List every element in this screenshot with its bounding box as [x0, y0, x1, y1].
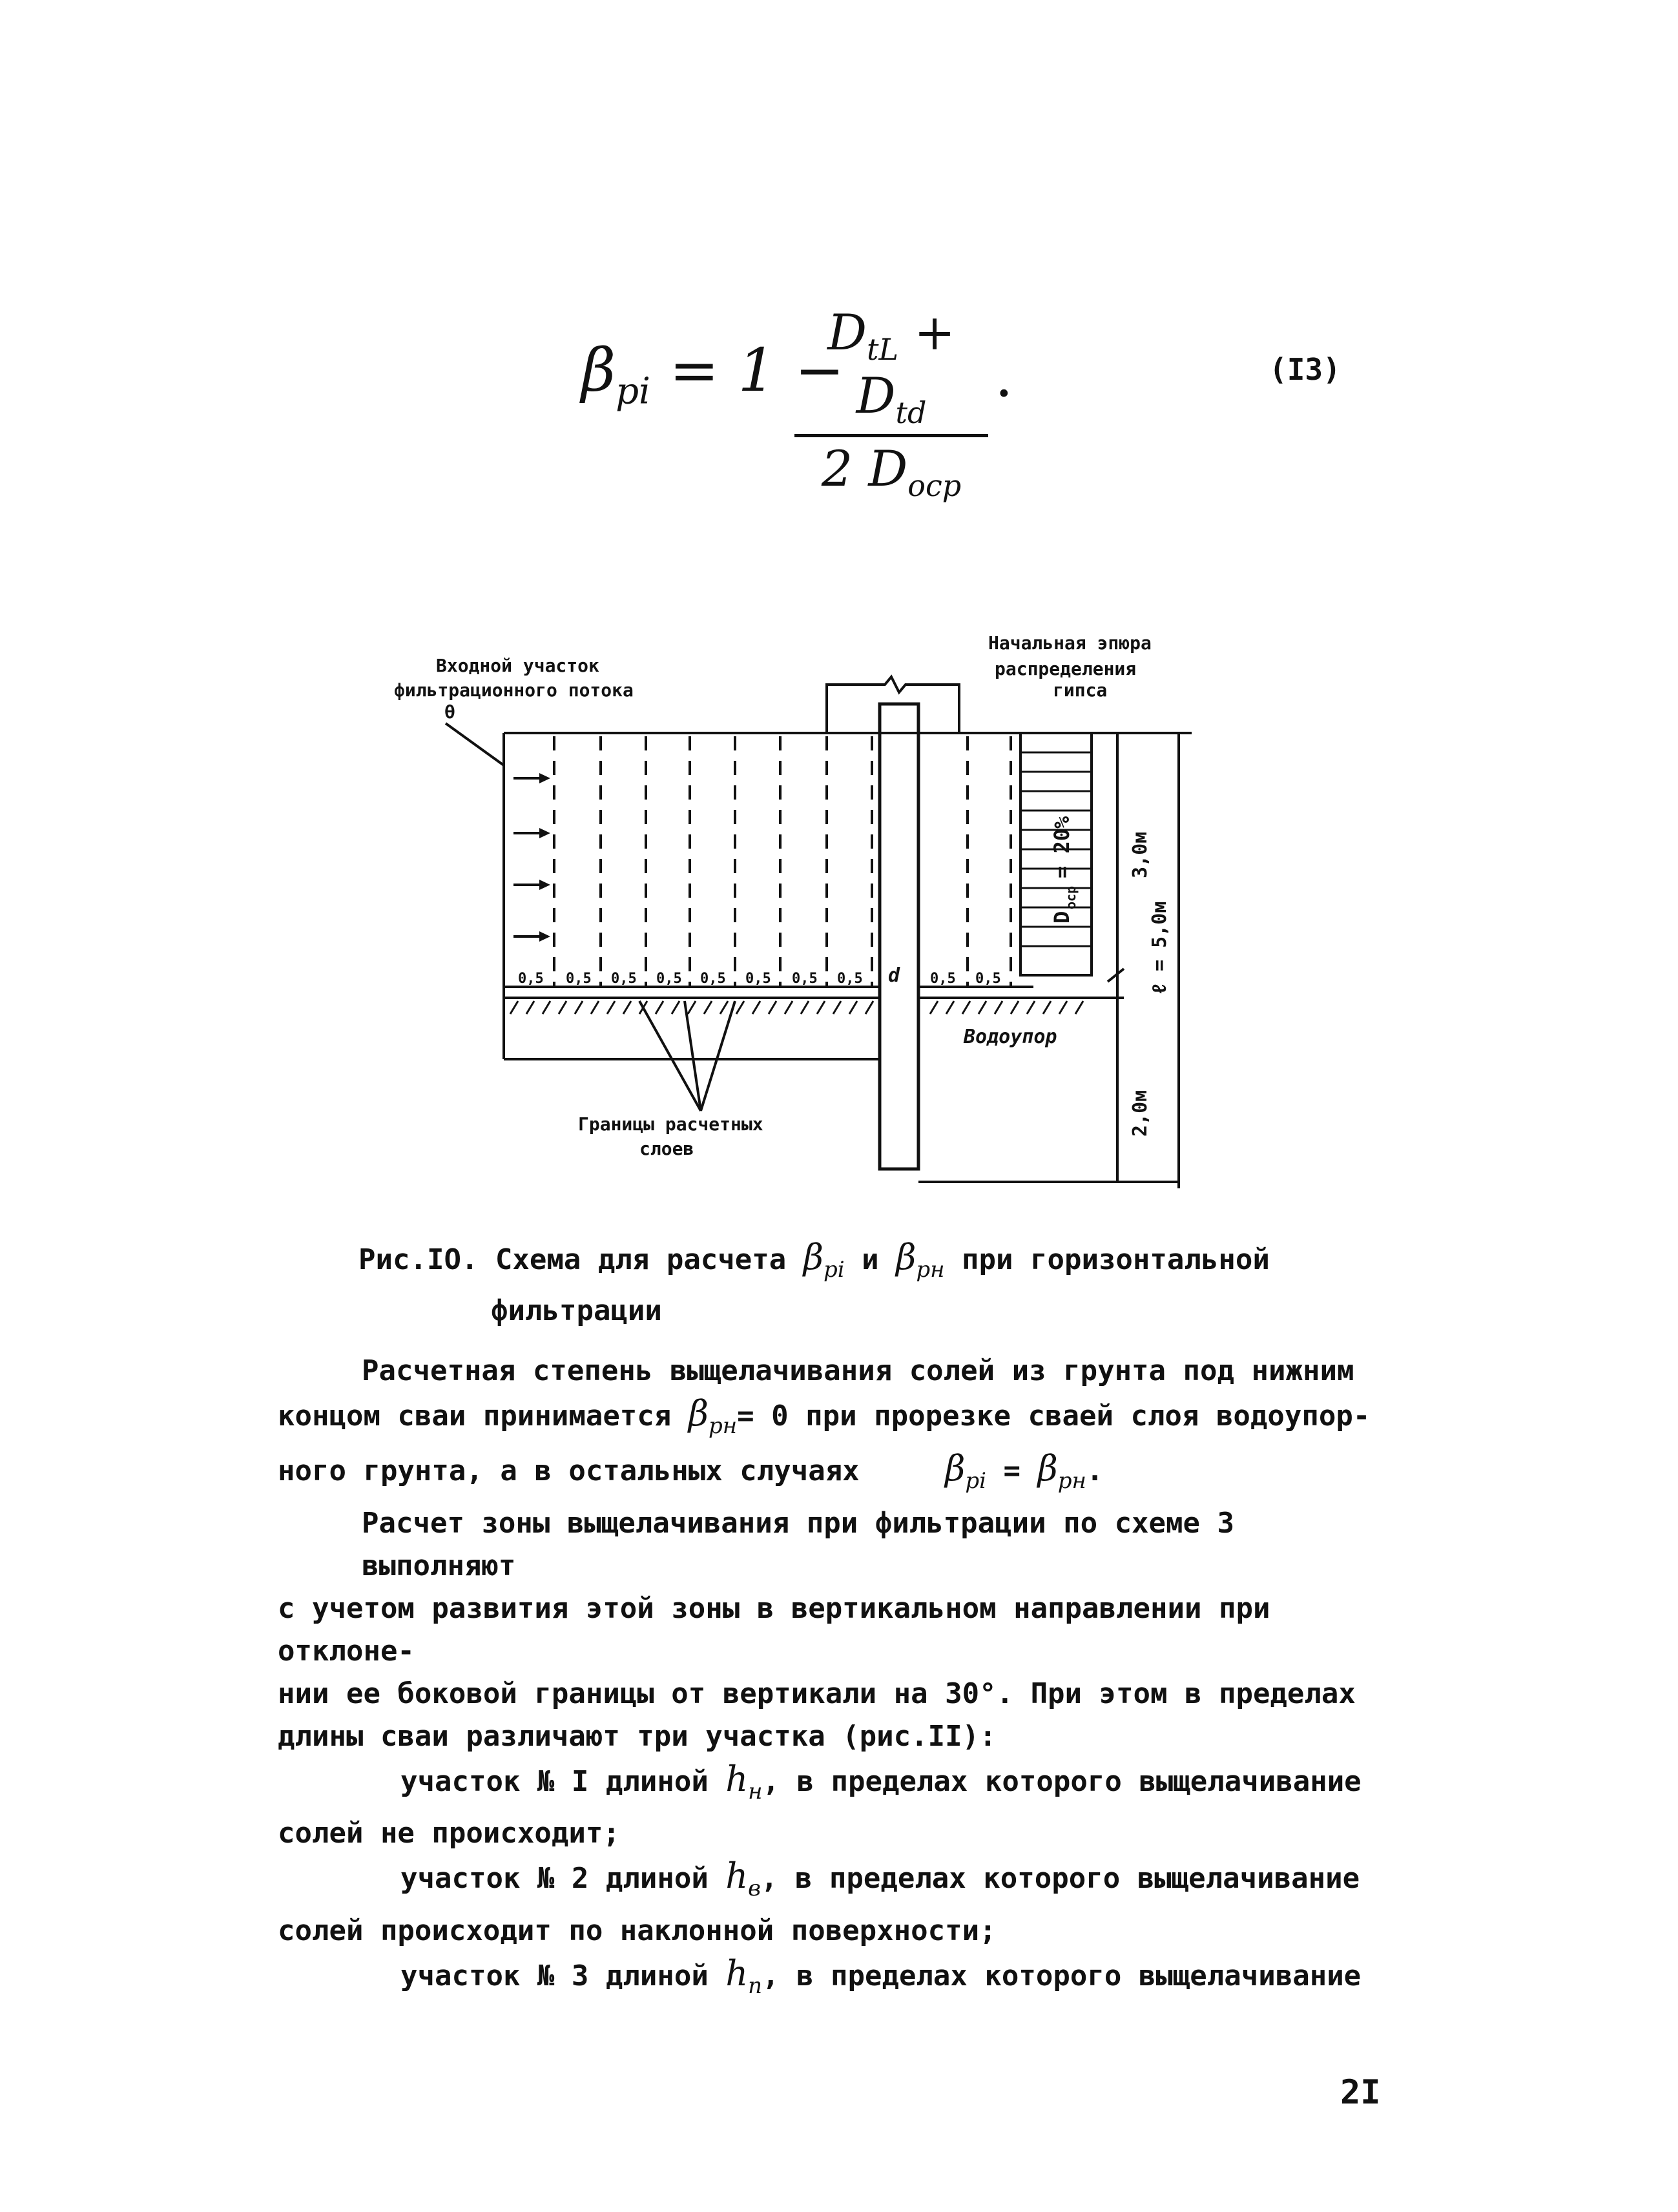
boundary-leaders	[639, 1001, 735, 1111]
page-number: 2I	[1340, 2073, 1381, 2112]
dim-3m: 3,0м	[1129, 831, 1152, 878]
caption-prefix: Рис.IO. Схема для расчета	[358, 1243, 787, 1276]
s1-sym-letter: h	[725, 1758, 749, 1799]
p1-line3-a: ного грунта, а в остальных случаях	[278, 1454, 860, 1487]
p1-line1: Расчетная степень выщелачивания солей из грунта под нижним	[362, 1354, 1354, 1387]
flow-arrows	[513, 773, 550, 942]
s2-b: , в пределах которого выщелачивание	[760, 1862, 1360, 1896]
caption-sym2	[896, 1237, 945, 1283]
dim-2m: 2,0м	[1129, 1090, 1152, 1137]
layer-width-3: 0,5	[611, 971, 637, 987]
formula-numerator	[794, 304, 988, 437]
s3-b: , в пределах которого выщелачивание	[762, 1959, 1362, 1993]
p1-line2-sym-letter: β	[688, 1393, 709, 1434]
leader-inlet	[446, 723, 504, 765]
formula-num-plus: + D	[856, 304, 955, 425]
figure-diagram	[375, 620, 1227, 1201]
p1-line2-sym	[688, 1393, 738, 1439]
formula-den-text: 2 D	[821, 440, 908, 498]
formula-num-d1: D	[827, 304, 867, 361]
label-inlet-marker: θ	[444, 701, 455, 723]
label-boundaries-line1: Границы расчетных	[578, 1113, 763, 1135]
s1-b: , в пределах которого выщелачивание	[762, 1764, 1362, 1798]
formula-num-sub2: td	[895, 395, 927, 431]
p1-line3-eq: =	[986, 1454, 1038, 1487]
s1-line1	[278, 1758, 1402, 1813]
p1-line3	[278, 1447, 1402, 1502]
p1-line3-end: .	[1086, 1454, 1104, 1487]
s1-line2: солей не происходит;	[278, 1817, 620, 1850]
p1-line3-sym2	[1037, 1447, 1086, 1494]
caption-conj: и	[862, 1243, 879, 1276]
p1-line3-sym1-sub: pi	[965, 1467, 986, 1494]
s3-sym-letter: h	[725, 1953, 749, 1994]
p2-line4: длины сваи различают три участка (рис.II):	[278, 1719, 997, 1753]
caption-sym2-sub: рн	[916, 1256, 945, 1283]
label-boundaries-line2: слоев	[639, 1138, 694, 1159]
layer-width-1: 0,5	[518, 971, 544, 987]
s1-a: участок № I длиной	[400, 1764, 709, 1798]
label-concentration-value: = 20%	[1050, 816, 1074, 878]
formula-equals: = 1 −	[669, 336, 845, 405]
s1-sym-sub: н	[748, 1778, 763, 1804]
dim-tick	[1108, 969, 1124, 982]
body-text	[278, 1350, 1402, 2007]
figure-caption	[358, 1237, 1295, 1332]
caption-sym2-letter: β	[896, 1237, 917, 1277]
s2-a: участок № 2 длиной	[400, 1862, 709, 1896]
s3-line1	[278, 1952, 1402, 2007]
caption-suffix: при горизонтальной	[962, 1243, 1270, 1276]
s2-line2: солей происходит по наклонной поверхности;	[278, 1914, 997, 1948]
layer-width-8: 0,5	[837, 971, 863, 987]
equation-number: (I3)	[1269, 352, 1341, 387]
formula-13	[581, 304, 1072, 504]
label-concentration-sub: оср	[1063, 885, 1079, 909]
layer-boundaries	[554, 736, 1011, 988]
s2-sym	[725, 1855, 761, 1902]
caption-sym1-letter: β	[803, 1237, 823, 1277]
layer-width-6: 0,5	[745, 971, 771, 987]
p1-line3-sym2-letter: β	[1037, 1447, 1058, 1489]
label-epure-line3: гипса	[1053, 679, 1108, 701]
p1-line2	[278, 1392, 1402, 1447]
p1-line2-a: концом сваи принимается	[278, 1400, 672, 1432]
formula-beta-sub: pi	[616, 370, 650, 413]
formula-fraction	[794, 304, 988, 504]
figure-10	[375, 620, 1227, 1201]
s3-a: участок № 3 длиной	[400, 1959, 709, 1993]
p1-line3-sym1-letter: β	[945, 1447, 966, 1489]
layer-width-labels	[518, 971, 1001, 987]
s2-line1	[278, 1855, 1402, 1910]
s2-sym-letter: h	[725, 1855, 749, 1897]
label-inlet-line2: фильтрационного потока	[394, 679, 634, 701]
formula-den-sub: оср	[907, 468, 962, 504]
right-width-2: 0,5	[975, 971, 1001, 987]
p2-line3: нии ее боковой границы от вертикали на 30°. При этом в пределах	[278, 1677, 1356, 1710]
layer-width-7: 0,5	[792, 971, 818, 987]
s3-sym	[725, 1953, 763, 1999]
label-epure-line1: Начальная эпюра	[988, 632, 1152, 654]
label-concentration-d: D	[1050, 911, 1074, 924]
formula-denominator	[794, 437, 988, 503]
caption-sym1	[803, 1237, 845, 1283]
p2-line2: с учетом развития этой зоны в вертикальном направлении при отклоне-	[278, 1591, 1270, 1668]
layer-width-2: 0,5	[566, 971, 592, 987]
label-epure-line2: распределения	[995, 658, 1137, 679]
right-width-1: 0,5	[930, 971, 956, 987]
pile-label: d	[888, 964, 900, 987]
caption-line2: фильтрации	[491, 1294, 662, 1327]
label-aquiclude: Водоупор	[964, 1026, 1057, 1048]
p1-line2-b: = 0 при прорезке сваей слоя водоупор-	[737, 1400, 1371, 1432]
layer-width-5: 0,5	[700, 971, 726, 987]
label-inlet-line1: Входной участок	[436, 655, 599, 676]
p1-line3-sym1	[945, 1447, 986, 1494]
s3-sym-sub: п	[748, 1972, 763, 1999]
s1-sym	[725, 1758, 763, 1804]
aquiclude-hatch	[510, 1001, 1083, 1014]
formula-dot: .	[995, 342, 1013, 410]
p1-line2-sym-sub: рн	[709, 1412, 738, 1439]
p2-line1: Расчет зоны выщелачивания при фильтрации по схеме 3 выполняют	[362, 1506, 1235, 1582]
caption-sym1-sub: pi	[823, 1256, 845, 1283]
pile	[880, 704, 918, 1169]
layer-width-4: 0,5	[656, 971, 682, 987]
formula-num-sub1: tL	[867, 332, 899, 367]
dim-total: ℓ = 5,0м	[1148, 901, 1171, 995]
s2-sym-sub: в	[748, 1876, 761, 1902]
formula-beta: β	[581, 336, 616, 405]
p1-line3-sym2-sub: рн	[1057, 1467, 1086, 1494]
